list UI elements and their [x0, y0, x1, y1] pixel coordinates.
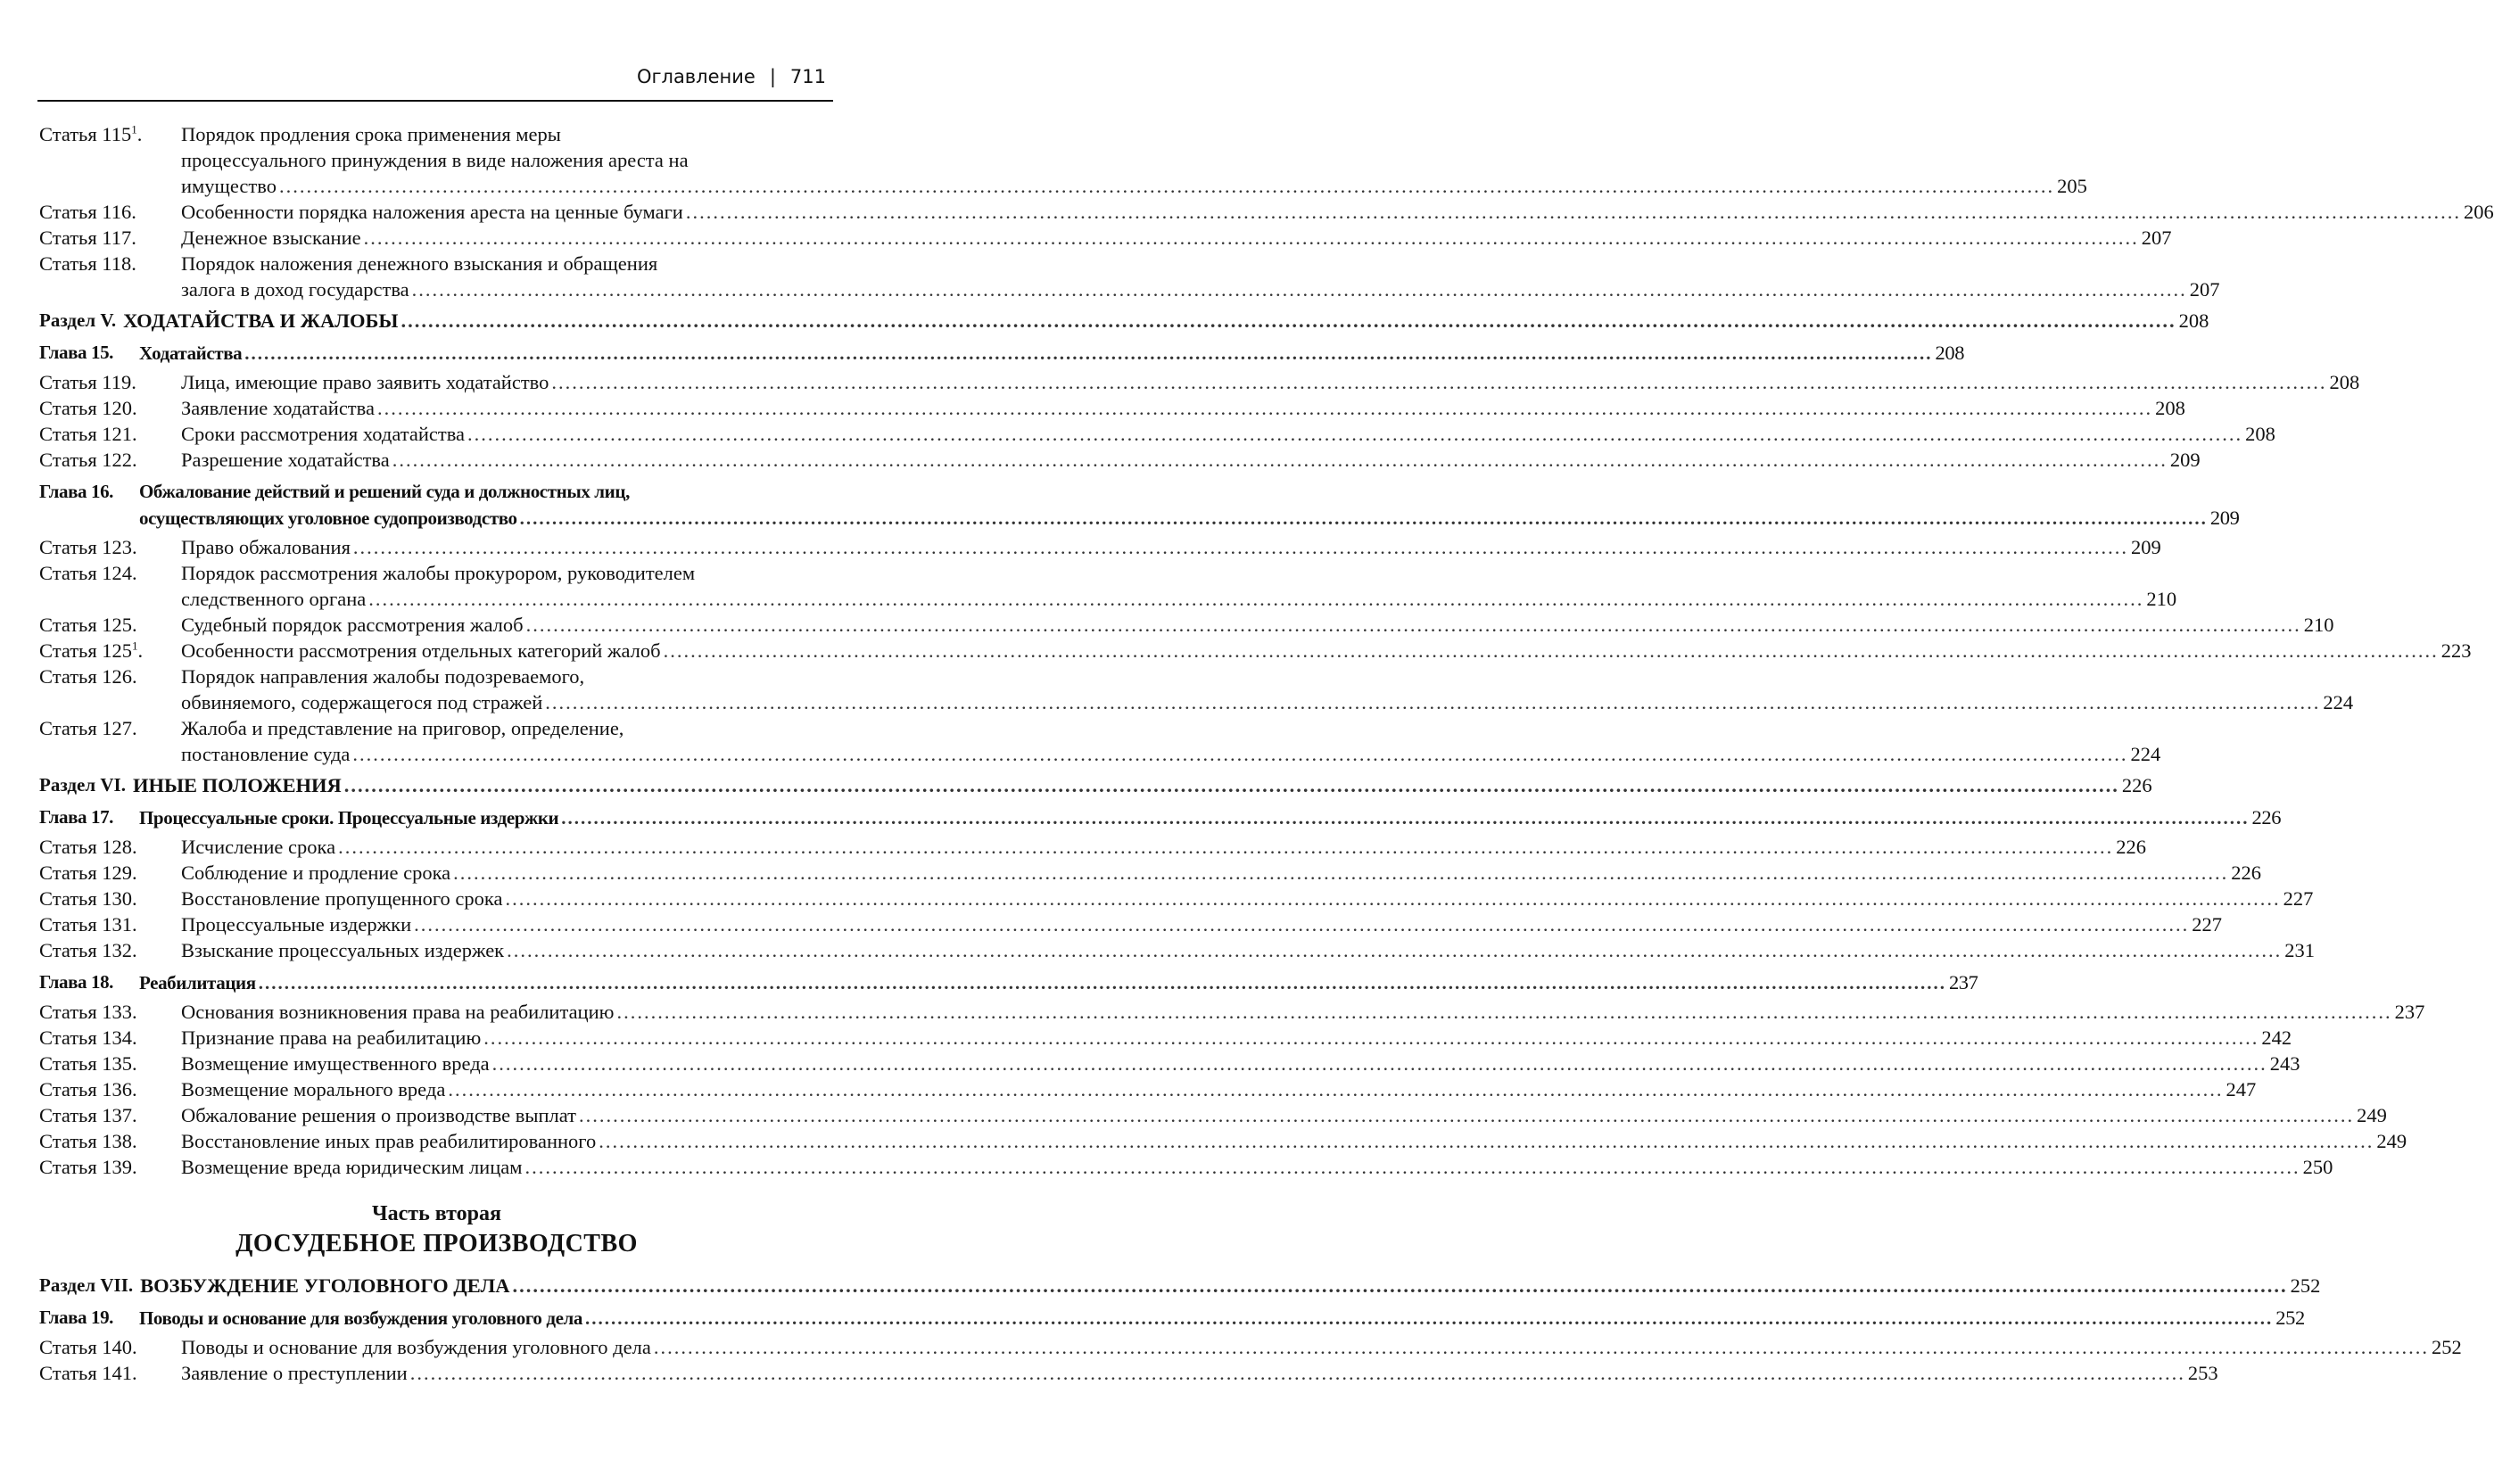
article-title: следственного органа [181, 588, 367, 610]
page-ref: 209 [2209, 507, 2240, 529]
leader-dots [392, 447, 2168, 473]
leader-dots [483, 1025, 2259, 1051]
leader-dots [654, 1334, 2429, 1360]
running-head-separator: | [769, 66, 776, 87]
article-label: Статья 136. [39, 1078, 137, 1101]
article-title: Соблюдение и продление срока [181, 862, 451, 884]
article-label: Статья 131. [39, 913, 137, 936]
toc-entry-article[interactable] [39, 1051, 2300, 1076]
article-title: Исчисление срока [181, 836, 336, 858]
article-label: Статья 126. [39, 665, 137, 688]
article-title: Сроки рассмотрения ходатайства [181, 423, 466, 445]
article-title: Денежное взыскание [181, 227, 361, 249]
article-label: Статья 120. [39, 397, 137, 419]
toc-entry-article[interactable] [39, 886, 2314, 911]
article-label: Статья 117. [39, 227, 136, 249]
page-ref: 250 [2302, 1156, 2333, 1178]
page-ref: 208 [2245, 423, 2275, 445]
toc-entry-article[interactable] [39, 911, 2223, 937]
toc-entry-article[interactable] [39, 199, 2494, 225]
toc-entry-article[interactable] [39, 121, 2087, 199]
page-ref: 243 [2269, 1052, 2300, 1075]
table-of-contents [39, 121, 2494, 1386]
leader-dots [551, 369, 2326, 395]
article-label: Статья 134. [39, 1026, 137, 1049]
page-ref: 227 [2283, 887, 2314, 910]
article-title-line: Порядок направления жалобы подозреваемого, [181, 665, 585, 688]
leader-dots [377, 395, 2152, 421]
section-title: ИНЫЕ ПОЛОЖЕНИЯ [132, 774, 342, 796]
page-number: 711 [789, 66, 826, 87]
leader-dots [244, 341, 1932, 367]
leader-dots [664, 638, 2439, 664]
toc-entry-section[interactable] [39, 308, 2209, 334]
toc-entry-article[interactable] [39, 560, 2177, 612]
toc-entry-article[interactable] [39, 534, 2161, 560]
leader-dots [352, 741, 2127, 767]
chapter-title: Реабилитация [139, 972, 256, 993]
leader-dots [338, 834, 2113, 860]
article-title: Поводы и основание для возбуждения уголовного дела [181, 1336, 651, 1358]
page-ref: 208 [2178, 309, 2209, 332]
page-ref: 209 [2169, 449, 2201, 471]
leader-dots [412, 276, 2187, 302]
page-ref: 226 [2121, 774, 2152, 796]
toc-entry-chapter[interactable] [39, 804, 2282, 831]
page-ref: 224 [2130, 743, 2161, 765]
article-title: Возмещение вреда юридическим лицам [181, 1156, 523, 1178]
leader-dots [545, 689, 2320, 715]
leader-dots [279, 173, 2054, 199]
toc-entry-article[interactable] [39, 1128, 2407, 1154]
toc-entry-article[interactable] [39, 1025, 2292, 1051]
section-label: Раздел VII. [39, 1274, 134, 1296]
article-title: Восстановление иных прав реабилитированного [181, 1130, 597, 1152]
leader-dots [414, 911, 2189, 937]
page-ref: 252 [2431, 1336, 2462, 1358]
leader-dots [585, 1306, 2273, 1331]
leader-dots [368, 586, 2143, 612]
leader-dots [467, 421, 2242, 447]
article-title: Возмещение морального вреда [181, 1078, 446, 1101]
article-label: Статья $125^1$. [39, 639, 144, 662]
page-ref: 208 [2329, 371, 2360, 393]
page-ref: 237 [2394, 1001, 2425, 1023]
article-title: Разрешение ходатайства [181, 449, 390, 471]
toc-entry-article[interactable] [39, 1360, 2218, 1386]
article-label: Статья 116. [39, 201, 136, 223]
toc-entry-article[interactable] [39, 251, 2220, 302]
leader-dots [364, 225, 2139, 251]
article-label: Статья 132. [39, 939, 137, 961]
article-title: Особенности порядка наложения ареста на ценные бумаги [181, 201, 683, 223]
page-ref: 206 [2463, 201, 2494, 223]
article-title: Заявление о преступлении [181, 1362, 408, 1384]
leader-dots [448, 1076, 2223, 1102]
page-ref: 247 [2226, 1078, 2257, 1101]
article-title: Процессуальные издержки [181, 913, 412, 936]
leader-dots [410, 1360, 2185, 1386]
page-ref: 208 [1935, 342, 1965, 364]
leader-dots [492, 1051, 2267, 1076]
page-ref: 249 [2357, 1104, 2387, 1126]
part-title: ДОСУДЕБНОЕ ПРОИЗВОДСТВО [235, 1230, 638, 1257]
toc-entry-chapter[interactable] [39, 969, 1978, 996]
running-head-title: Оглавление [636, 66, 756, 87]
page-ref: 224 [2323, 691, 2354, 713]
page-ref: 231 [2284, 939, 2315, 961]
page-ref: 223 [2440, 639, 2472, 662]
article-title: Основания возникновения права на реабилитацию [181, 1001, 615, 1023]
toc-entry-article[interactable] [39, 447, 2201, 473]
leader-dots [507, 937, 2282, 963]
article-title: Заявление ходатайства [181, 397, 375, 419]
article-title-line: Порядок наложения денежного взыскания и обращения [181, 252, 658, 275]
page-ref: 242 [2261, 1026, 2292, 1049]
article-label: Статья 138. [39, 1130, 137, 1152]
toc-entry-chapter[interactable] [39, 340, 1965, 367]
page-ref: 208 [2155, 397, 2185, 419]
toc-entry-article[interactable] [39, 1154, 2333, 1180]
section-label: Раздел V. [39, 309, 117, 331]
leader-dots [525, 1154, 2300, 1180]
toc-entry-chapter[interactable] [39, 1305, 2305, 1331]
article-title: залога в доход государства [181, 278, 409, 301]
chapter-title: осуществляющих уголовное судопроизводство [139, 507, 517, 529]
toc-entry-chapter[interactable] [39, 479, 2240, 532]
running-head [37, 62, 833, 102]
article-label: Статья 133. [39, 1001, 137, 1023]
article-label: Статья 139. [39, 1156, 137, 1178]
part-number: Часть вторая [372, 1202, 501, 1225]
leader-dots [520, 506, 2208, 532]
leader-dots [616, 999, 2391, 1025]
leader-dots [579, 1102, 2354, 1128]
toc-entry-section[interactable] [39, 1273, 2321, 1298]
toc-entry-article[interactable] [39, 369, 2360, 395]
section-title: ВОЗБУЖДЕНИЕ УГОЛОВНОГО ДЕЛА [140, 1274, 510, 1297]
article-label: Статья 137. [39, 1104, 137, 1126]
page-ref: 227 [2192, 913, 2223, 936]
toc-entry-article[interactable] [39, 834, 2146, 860]
article-title: Взыскание процессуальных издержек [181, 939, 505, 961]
article-label: Статья 127. [39, 717, 137, 739]
page-ref: 252 [2275, 1307, 2305, 1329]
section-label: Раздел VI. [39, 774, 126, 796]
article-label: Статья 121. [39, 423, 137, 445]
toc-entry-article[interactable] [39, 999, 2425, 1025]
leader-dots [453, 860, 2228, 886]
chapter-title: Ходатайства [139, 342, 243, 364]
page-ref: 210 [2146, 588, 2177, 610]
leader-dots [526, 612, 2301, 638]
page-ref: 207 [2141, 227, 2172, 249]
article-title: Возмещение имущественного вреда [181, 1052, 490, 1075]
article-label: Статья 130. [39, 887, 137, 910]
leader-dots [686, 199, 2461, 225]
page-ref: 207 [2189, 278, 2220, 301]
article-title: имущество [181, 175, 277, 197]
article-title: Обжалование решения о производстве выплат [181, 1104, 576, 1126]
article-label: Статья 140. [39, 1336, 137, 1358]
leader-dots [401, 308, 2176, 334]
page-ref: 226 [2231, 862, 2262, 884]
toc-entry-article[interactable] [39, 1334, 2462, 1360]
article-label: Статья 124. [39, 562, 137, 584]
leader-dots [259, 970, 1946, 996]
toc-entry-article[interactable] [39, 638, 2472, 664]
article-label: Статья 123. [39, 536, 137, 558]
leader-dots [353, 534, 2128, 560]
leader-dots [599, 1128, 2374, 1154]
toc-entry-article[interactable] [39, 1102, 2387, 1128]
toc-entry-article[interactable] [39, 860, 2262, 886]
article-title-line: процессуального принуждения в виде наложения ареста на [181, 149, 689, 171]
page-ref: 252 [2290, 1274, 2321, 1297]
article-title: постановление суда [181, 743, 351, 765]
article-title-line: Порядок продления срока применения меры [181, 123, 561, 145]
chapter-label: Глава 15. [39, 342, 114, 363]
section-title: ХОДАТАЙСТВА И ЖАЛОБЫ [123, 309, 399, 332]
page-ref: 210 [2303, 614, 2334, 636]
article-title: Лица, имеющие право заявить ходатайство [181, 371, 549, 393]
article-title: Признание права на реабилитацию [181, 1026, 482, 1049]
page-ref: 209 [2131, 536, 2161, 558]
article-title: Особенности рассмотрения отдельных категорий жалоб [181, 639, 661, 662]
page-ref: 226 [2116, 836, 2146, 858]
page-ref: 237 [1948, 971, 1978, 993]
chapter-title: Процессуальные сроки. Процессуальные издержки [139, 807, 559, 829]
article-label: Статья 119. [39, 371, 136, 393]
chapter-title: Поводы и основание для возбуждения уголовного дела [139, 1307, 583, 1329]
toc-entry-article[interactable] [39, 937, 2315, 963]
article-title: обвиняемого, содержащегося под стражей [181, 691, 543, 713]
leader-dots [513, 1273, 2288, 1298]
article-label: Статья 135. [39, 1052, 137, 1075]
chapter-label: Глава 17. [39, 806, 114, 828]
article-title: Восстановление пропущенного срока [181, 887, 503, 910]
chapter-label: Глава 19. [39, 1307, 114, 1328]
toc-entry-section[interactable] [39, 772, 2152, 798]
leader-dots [561, 805, 2249, 831]
leader-dots [506, 886, 2281, 911]
chapter-label: Глава 16. [39, 481, 114, 502]
page-ref: 226 [2251, 806, 2282, 829]
article-label: Статья 141. [39, 1362, 137, 1384]
article-label: Статья 129. [39, 862, 137, 884]
article-title-line: Порядок рассмотрения жалобы прокурором, руководителем [181, 562, 696, 584]
article-title-line: Жалоба и представление на приговор, определение, [181, 717, 624, 739]
toc-entry-article[interactable] [39, 664, 2354, 715]
article-label: Статья 118. [39, 252, 136, 275]
toc-entry-article[interactable] [39, 225, 2172, 251]
article-title: Судебный порядок рассмотрения жалоб [181, 614, 524, 636]
chapter-label: Глава 18. [39, 971, 114, 993]
toc-entry-article[interactable] [39, 612, 2334, 638]
chapter-title-line: Обжалование действий и решений суда и должностных лиц, [139, 481, 630, 502]
page-ref: 253 [2187, 1362, 2218, 1384]
toc-entry-article[interactable] [39, 1076, 2257, 1102]
page-ref: 205 [2057, 175, 2087, 197]
article-title: Право обжалования [181, 536, 351, 558]
toc-entry-article[interactable] [39, 395, 2185, 421]
article-label: Статья 128. [39, 836, 137, 858]
article-label: Статья $115^1$. [39, 122, 143, 145]
page-ref: 249 [2376, 1130, 2407, 1152]
article-label: Статья 125. [39, 614, 137, 636]
toc-entry-article[interactable] [39, 421, 2275, 447]
leader-dots [344, 772, 2119, 798]
toc-entry-article[interactable] [39, 715, 2161, 767]
article-label: Статья 122. [39, 449, 137, 471]
part-heading [39, 1200, 834, 1260]
